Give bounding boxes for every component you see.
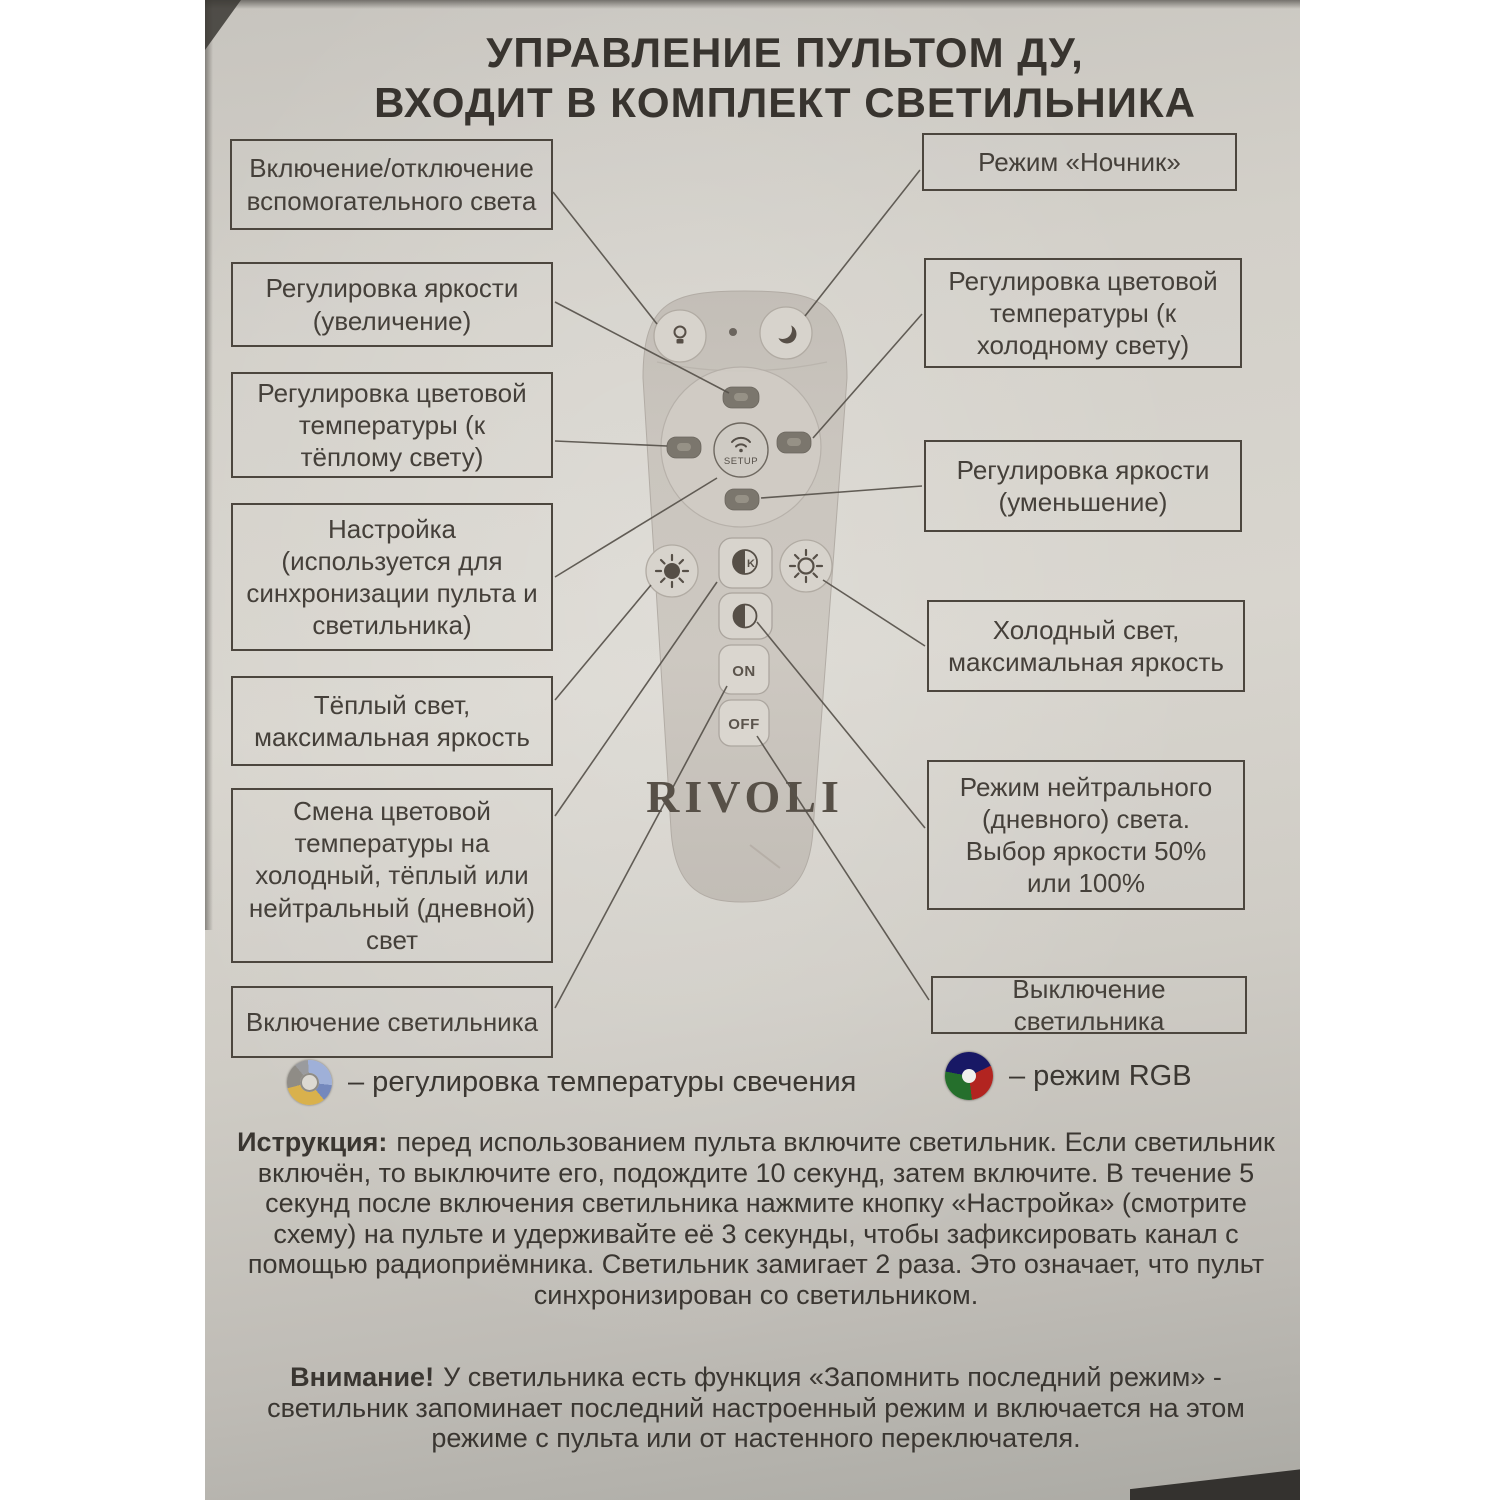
on-label: ON	[732, 663, 756, 680]
instruction-text: перед использованием пульта включите светильник. Если светильник включён, то выключите его, подождите 10 секунд, затем включите. В течение 5 секунд после включения светильника нажмите кнопку «Настройка» (смотрите схему) на пульте и удерживайте её 3 секунды, чтобы зафиксировать канал с помощью радиоприёмника. Светильник замигает 2 раза. Это означает, что пульт синхронизирован со светильником.	[247, 1127, 1275, 1310]
brand-logo: RIVOLI	[646, 771, 844, 822]
warm-temp-button	[667, 437, 701, 458]
callout-label: Регулировка яркости (увеличение)	[265, 273, 519, 336]
warm-light-max-button	[646, 545, 698, 597]
callout-label: Регулировка цветовой температуры (к тёплому свету)	[257, 377, 527, 473]
attention-paragraph	[233, 1362, 1279, 1454]
aux-light-button	[654, 310, 706, 362]
page-title-line1: УПРАВЛЕНИЕ ПУЛЬТОМ ДУ,	[486, 29, 1084, 76]
setup-label: SETUP	[723, 456, 759, 467]
callout-label: Тёплый свет, максимальная яркость	[254, 689, 530, 752]
callout-label: Включение/отключение вспомогательного света	[246, 153, 537, 216]
temp-cycle-button	[719, 538, 772, 588]
attention-text: У светильника есть функция «Запомнить последний режим» - светильник запоминает последний настроенный режим и включается на этом режиме с пульта или от настенного переключателя.	[267, 1362, 1245, 1453]
connector-line	[823, 580, 925, 646]
callout-label: Смена цветовой температуры на холодный, тёплый или нейтральный (дневной) свет	[248, 795, 536, 955]
rgb-disc-icon	[945, 1052, 993, 1100]
photo-corner-dark-top-left	[205, 0, 241, 50]
callout-label: Выключение светильника	[1012, 973, 1166, 1036]
callout-label: Регулировка яркости (уменьшение)	[956, 454, 1210, 517]
instruction-sheet-photo	[205, 0, 1300, 1500]
callout-label: Режим «Ночник»	[978, 146, 1181, 177]
connector-line	[805, 170, 920, 316]
svg-text:K: K	[747, 558, 755, 570]
brightness-down-button	[725, 489, 759, 510]
brightness-up-button	[723, 387, 759, 408]
legend-color-temperature	[287, 1060, 856, 1105]
instruction-paragraph	[233, 1127, 1279, 1310]
photo-edge-shadow-top	[205, 0, 1300, 9]
night-mode-button	[760, 307, 812, 359]
kelvin-half-circle-icon	[733, 550, 757, 574]
connector-line	[555, 585, 651, 700]
legend-label: – режим RGB	[1009, 1059, 1192, 1092]
callout-label: Настройка (используется для синхронизации пульта и светильника)	[246, 513, 538, 641]
neutral-mode-button	[719, 593, 772, 639]
color-temperature-disc-icon	[287, 1060, 332, 1105]
callout-label: Режим нейтрального (дневного) света. Выбор яркости 50% или 100%	[959, 771, 1213, 899]
off-button	[719, 700, 769, 746]
attention-lead: Внимание!	[290, 1362, 435, 1392]
off-label: OFF	[728, 716, 760, 733]
photo-edge-shadow-left	[205, 0, 213, 930]
setup-button	[714, 423, 768, 477]
legend-label: – регулировка температуры свечения	[348, 1066, 857, 1098]
legend-rgb	[945, 1052, 1192, 1100]
sun-filled-icon	[656, 555, 688, 587]
callout-label: Включение светильника	[245, 1006, 539, 1037]
page-title-line2: ВХОДИТ В КОМПЛЕКТ СВЕТИЛЬНИКА	[374, 79, 1196, 126]
callout-label: Холодный свет, максимальная яркость	[948, 614, 1224, 677]
instruction-lead: Иструкция:	[237, 1127, 388, 1157]
cold-light-max-button	[780, 540, 832, 592]
connector-line	[553, 192, 657, 324]
cool-temp-button	[777, 432, 811, 453]
callout-label: Регулировка цветовой температуры (к холодному свету)	[948, 265, 1218, 361]
led-indicator	[729, 328, 737, 336]
